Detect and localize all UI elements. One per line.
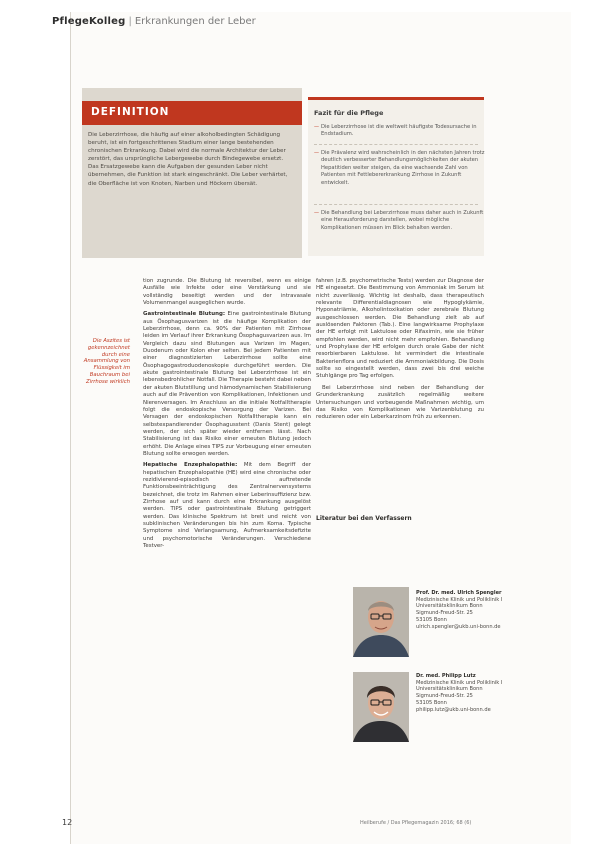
paragraph-text: Mit dem Begriff der hepatischen Enzephalopathie (HE) wird eine chronische oder rezidivierend-episodisch auftretende Funktionsbeeinträchtigung des Zentralnervensystems bezeichnet, die trotz im Rahmen einer Leberinsuffizienz bzw. Zirrhose auf und kann durch eine Erkrankung ausgelöst werden. TIPS oder gastrointestinale Blutung getriggert werden. Das klinische Spektrum ist breit und reicht von subklinischen Veränderungen bis hin zum Koma. Typische Symptome sind Verlangsamung, Aufmerksamkeitsdefizite und psychomotorische Veränderungen. Verschiedene Testver- bbox=[143, 462, 312, 550]
author-email: philipp.lutz@ukb.uni-bonn.de bbox=[416, 706, 491, 713]
author-line: Universitätsklinikum Bonn bbox=[416, 603, 483, 610]
author-email: ulrich.spengler@ukb.uni-bonn.de bbox=[416, 623, 501, 630]
fazit-item: — Die Leberzirrhose ist die weltweit häufigste Todesursache in Endstadium. bbox=[314, 124, 485, 139]
paragraph-text: Eine gastrointestinale Blutung aus Ösophagusvarizen ist die häufige Komplikation der Leberzirrhose, denn ca. 90% der Patienten mit Zirrhose leiden im Verlauf ihrer Erkrankung Ösophagusvarizen aus. Im Vergleich dazu sind Blutungen aus Varizen im Magen, Duodenum oder Kolon eher selten. Bei jedem Patienten mit einer diagnostizierten Leberzirrhose sollte eine Ösophagogastroduodenoskopie durchgeführt werden. Die akute gastrointestinale Blutung bei Leberzirrhose ist ein lebensbedrohlicher Notfall. Die Therapie besteht dabei neben der akuten Blutstillung und hämodynamischen Stabilisierung auch auf die Prävention von Komplikationen, Infektionen und Nierenversagen. Im Anschluss an die initiale Notfalltherapie folgt die endoskopische Versorgung der Varizen. Bei Versagen der endoskopischen Notfalltherapie kann ein selbstexpandierender Ösophagusstent (Danis Stent) gelegt werden, der sich später wieder entfernen lässt. Nach Stabilisierung ist das Risiko einer erneuten Blutung jedoch erhöht. Die Anlage eines TIPS zur Vorbeugung einer erneuten Blutung sollte erwogen werden. bbox=[143, 311, 311, 457]
portrait-image bbox=[353, 672, 409, 742]
definition-title-bar bbox=[82, 101, 302, 125]
paragraph: Bei Leberzirrhose sind neben der Behandlung der Grunderkrankung zusätzlich regelmäßig weitere Untersuchungen und vorbeugende Maßnahmen wichtig, um das Risiko von Komplikationen wie Varizenblutung zu reduzieren oder ein Leberkarzinom früh zu erkennen. bbox=[316, 384, 484, 421]
fazit-title: Fazit für die Pflege bbox=[314, 109, 384, 117]
author-name: Prof. Dr. med. Ulrich Spengler bbox=[416, 590, 502, 596]
author-line: 53105 Bonn bbox=[416, 616, 447, 623]
author-line: Universitätsklinikum Bonn bbox=[416, 686, 483, 693]
author-photo-spengler bbox=[353, 587, 409, 657]
definition-title: DEFINITION bbox=[91, 106, 170, 118]
definition-text: Die Leberzirrhose, die häufig auf einer alkoholbedingten Schädigung beruht, ist ein fortgeschrittenes Stadium einer lange bestehenden chronischen Erkrankung. Dabei wird die normale Architektur der Leber zerstört, das ursprüngliche Lebergewebe durch Bindegewebe ersetzt. Das Ersatzgewebe kann die Aufgaben der gesunden Leber nicht übernehmen, die Funktion ist stark eingeschränkt. Die Leber verhärtet, die Oberfläche ist von Knoten, Narben und Höckern übersät. bbox=[88, 132, 288, 187]
paragraph: tion zugrunde. Die Blutung ist reversibel, wenn es einige Ausfälle wie Infekte oder eine Verstärkung und sie vollständig beseitigt werden und der intravasale Volumenmangel ausgeglichen wurde. bbox=[143, 278, 311, 307]
fazit-item: — Die Prävalenz wird wahrscheinlich in den nächsten Jahren trotz deutlich verbesserter Behandlungsmöglichkeiten der akuten Hepatitiden weiter steigen, da eine wachsende Zahl von Patienten mit Fettlebererkrankung Zirrhose in Zukunft entwickelt. bbox=[314, 150, 485, 187]
left-text-column bbox=[143, 278, 311, 554]
paragraph-blutung bbox=[143, 311, 311, 458]
author-line: 53105 Bonn bbox=[416, 699, 447, 706]
portrait-image bbox=[353, 587, 409, 657]
fazit-divider bbox=[314, 144, 478, 145]
author-info-1 bbox=[416, 590, 526, 630]
author-line: Sigmund-Freud-Str. 25 bbox=[416, 693, 473, 700]
header-topic: Erkrankungen der Leber bbox=[134, 16, 256, 27]
running-header bbox=[52, 16, 352, 34]
author-line: Medizinische Klinik und Poliklinik I bbox=[416, 596, 503, 603]
author-line: Sigmund-Freud-Str. 25 bbox=[416, 610, 473, 617]
fazit-item: — Die Behandlung bei Leberzirrhose muss daher auch in Zukunft eine Herausforderung darstellen, wobei mögliche Komplikationen müssen im Blick behalten werden. bbox=[314, 210, 485, 232]
literature-note: Literatur bei den Verfassern bbox=[316, 515, 412, 522]
paragraph-enzephalopathie bbox=[143, 462, 311, 550]
paragraph: fahren (z.B. psychometrische Tests) werden zur Diagnose der HE eingesetzt. Die Bestimmung von Ammoniak im Serum ist nicht zuverlässig. Wichtig ist deshalb, dass therapeutisch relevante Differentialdiagnosen wie Hypoglykämie, Hyponatriämie, Alkoholintoxikation oder zerebrale Blutung ausgeschlossen werden. Die Behandlung zielt ab auf auslösenden Faktoren (Tab.). Eine langwirksame Prophylaxe der HE erfolgt mit Laktulose oder Rifaximin, wie sie früher empfohlen werden, wird nicht mehr empfohlen. Behandlung und Prophylaxe der HE erfolgen durch orale Gabe der nicht resorbierbaren Laktulose. Ist vermindert die intestinale Bakterienflora und reduziert die Ammoniakbildung. Die Dosis sollte so eingestellt werden, dass zwei bis drei weiche Stuhlgänge pro Tag erfolgen. bbox=[316, 278, 484, 380]
brand-name: PflegeKolleg bbox=[52, 16, 126, 27]
fazit-divider bbox=[314, 204, 478, 205]
subheading: Hepatische Enzephalopathie: bbox=[143, 462, 238, 469]
header-separator: | bbox=[128, 16, 132, 27]
author-photo-lutz bbox=[353, 672, 409, 742]
fazit-box bbox=[308, 97, 484, 256]
author-name: Dr. med. Philipp Lutz bbox=[416, 673, 476, 679]
author-info-2 bbox=[416, 673, 526, 713]
author-line: Medizinische Klinik und Poliklinik I bbox=[416, 679, 503, 686]
subheading: Gastrointestinale Blutung: bbox=[143, 311, 226, 318]
right-text-column bbox=[316, 278, 484, 426]
margin-note: Die Aszites ist gekennzeichnet durch eine Ansammlung von Flüssigkeit im Bauchraum bei Zirrhose wirklich bbox=[83, 338, 130, 385]
page-number: 12 bbox=[62, 818, 73, 827]
journal-footer: Heilberufe / Das Pflegemagazin 2016; 68 (6) bbox=[360, 820, 472, 826]
